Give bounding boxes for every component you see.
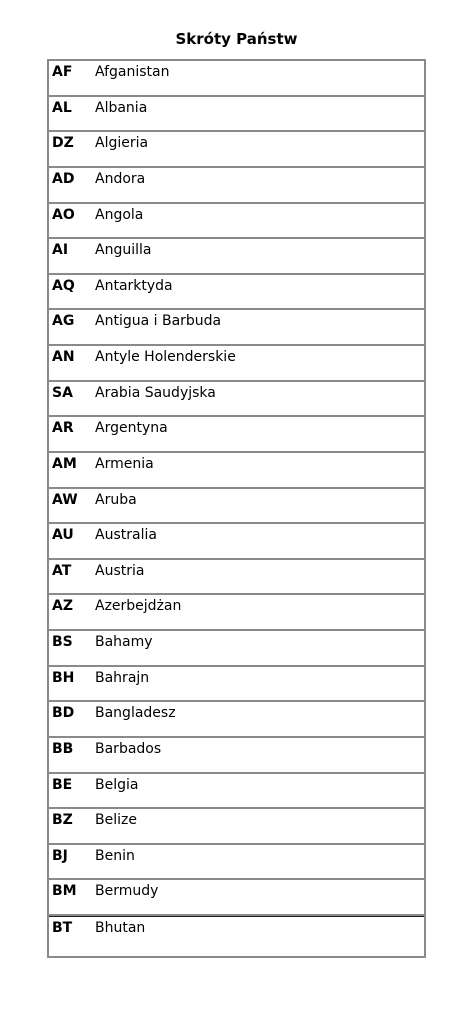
country-code: BM	[52, 883, 77, 900]
table-row	[49, 204, 424, 240]
country-name: Antigua i Barbuda	[95, 313, 222, 330]
country-name: Azerbejdżan	[95, 598, 182, 615]
table-row	[49, 489, 424, 525]
table-row	[49, 809, 424, 845]
country-name: Australia	[95, 527, 157, 544]
country-name: Argentyna	[95, 420, 168, 437]
country-code: BE	[52, 776, 73, 793]
table-row	[49, 275, 424, 311]
country-code: DZ	[52, 135, 74, 152]
table-row	[49, 631, 424, 667]
country-name: Aruba	[95, 491, 137, 508]
table-row	[49, 845, 424, 881]
country-code: AO	[52, 206, 75, 223]
country-name: Bahrajn	[95, 669, 150, 686]
country-code: AT	[52, 562, 72, 579]
country-codes-table	[47, 59, 426, 958]
country-name: Belize	[95, 812, 137, 829]
page-title: Skróty Państw	[175, 30, 298, 48]
country-code: AI	[52, 242, 69, 259]
table-row	[49, 97, 424, 133]
table-row	[49, 61, 424, 97]
table-row	[49, 560, 424, 596]
country-name: Austria	[95, 562, 145, 579]
table-row	[49, 132, 424, 168]
country-code: BD	[52, 705, 75, 722]
country-name: Algieria	[95, 135, 149, 152]
country-name: Bahamy	[95, 634, 153, 650]
table-row	[49, 595, 424, 631]
table-row	[49, 453, 424, 489]
table-row	[49, 239, 424, 275]
country-name: Belgia	[95, 776, 139, 793]
table-row	[49, 916, 424, 957]
table-row	[49, 524, 424, 560]
country-code: BS	[52, 634, 73, 650]
table-row	[49, 382, 424, 418]
country-code: AR	[52, 420, 74, 437]
country-code: AU	[52, 527, 74, 544]
country-name: Albania	[95, 99, 148, 116]
country-name: Andora	[95, 170, 146, 187]
country-code: SA	[52, 384, 73, 401]
country-code: BB	[52, 740, 74, 757]
country-code: AG	[52, 313, 75, 330]
country-code: AD	[52, 170, 75, 187]
country-code: AL	[52, 99, 72, 116]
country-name: Armenia	[95, 455, 154, 472]
country-name: Bhutan	[95, 920, 146, 936]
country-code: BH	[52, 669, 75, 686]
table-row	[49, 346, 424, 382]
table-row	[49, 774, 424, 810]
country-name: Arabia Saudyjska	[95, 384, 216, 401]
table-row	[49, 667, 424, 703]
country-name: Bangladesz	[95, 705, 176, 722]
country-name: Afganistan	[95, 64, 170, 80]
table-row	[49, 417, 424, 453]
country-code: AM	[52, 455, 77, 472]
country-code: AN	[52, 349, 75, 365]
country-code: AZ	[52, 598, 73, 615]
country-code: AW	[52, 491, 78, 508]
country-name: Angola	[95, 206, 144, 223]
country-name: Antyle Holenderskie	[95, 349, 236, 365]
country-name: Barbados	[95, 740, 162, 757]
country-code: BZ	[52, 812, 73, 829]
country-name: Benin	[95, 847, 135, 864]
country-name: Anguilla	[95, 242, 152, 259]
country-code: AQ	[52, 277, 75, 294]
country-code: BJ	[52, 847, 68, 864]
table-row	[49, 880, 424, 916]
country-code: BT	[52, 920, 73, 936]
table-row	[49, 310, 424, 346]
table-row	[49, 702, 424, 738]
table-row	[49, 738, 424, 774]
country-name: Antarktyda	[95, 277, 173, 294]
table-row	[49, 168, 424, 204]
country-name: Bermudy	[95, 883, 159, 900]
country-code: AF	[52, 64, 73, 80]
